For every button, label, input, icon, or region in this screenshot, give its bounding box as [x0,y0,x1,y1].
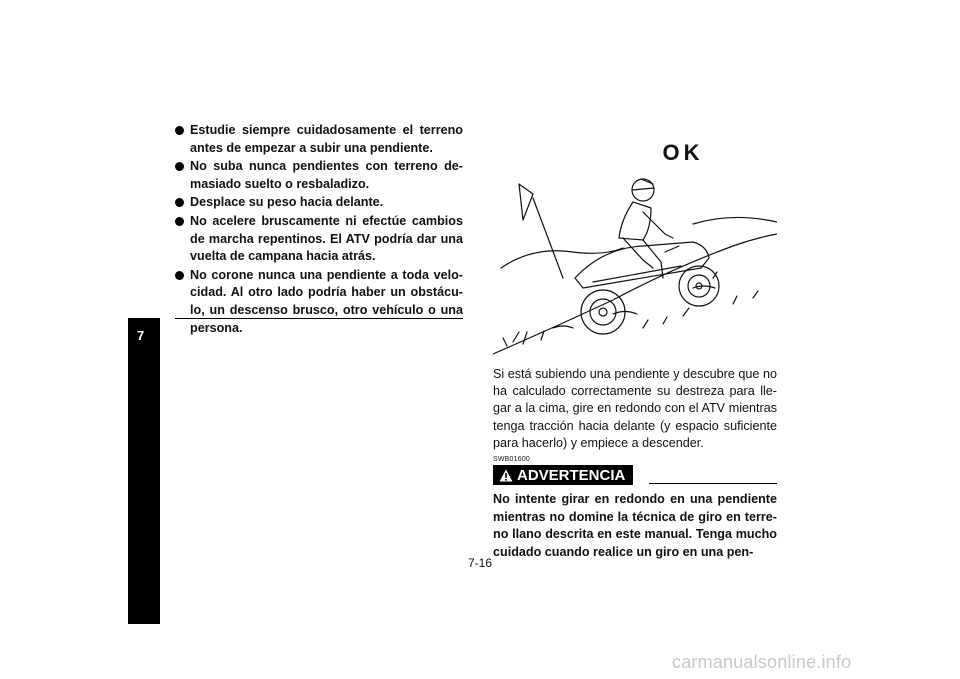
atv-hill-illustration [493,128,777,360]
page-number: 7-16 [467,556,493,570]
list-item: No acelere bruscamente ni efectúe cambios de marcha repentinos. El ATV podría dar una vuelta de campana hacia atrás. [175,213,463,266]
atv-climbing-drawing [493,128,777,360]
chapter-tab-number: 7 [137,328,145,343]
warning-header [493,465,777,485]
bullet-icon [175,126,184,135]
list-item: No corone nunca una pendiente a toda velo-cidad. Al otro lado podría haber un obstácu-lo, un descenso brusco, otro vehículo o una persona. [175,267,463,337]
bullet-icon [175,162,184,171]
warning-code: SWB01600 [493,456,531,464]
warning-rule [649,483,777,484]
list-item: No suba nunca pendientes con terreno de-masiado suelto o resbaladizo. [175,158,463,193]
bullet-icon [175,198,184,207]
bullet-icon [175,217,184,226]
body-paragraph: Si está subiendo una pendiente y descubre que no ha calculado correctamente su destreza para lle-gar a la cima, gire en redondo con el ATV mientras tenga tracción hacia delante (y espacio suficiente para hacerlo) y empiece a descender. [493,367,777,450]
list-item: Desplace su peso hacia delante. [175,194,463,212]
bullet-icon [175,271,184,280]
bullet-list [175,122,463,337]
warning-text: No intente girar en redondo en una pendiente mientras no domine la técnica de giro en terre-no llano descrita en este manual. Tenga mucho cuidado cuando realice un giro en una pen- [493,492,777,559]
warning-triangle-icon [499,469,513,482]
watermark: carmanualsonline.info [672,652,852,672]
chapter-tab [128,318,160,624]
warning-title: ADVERTENCIA [517,466,626,484]
list-item: Estudie siempre cuidadosamente el terreno antes de empezar a subir una pendiente. [175,122,463,157]
warning-end-rule [175,318,463,319]
ok-label: OK [662,140,704,165]
left-column [175,122,463,338]
right-column [493,366,777,561]
warning-badge [493,465,633,485]
